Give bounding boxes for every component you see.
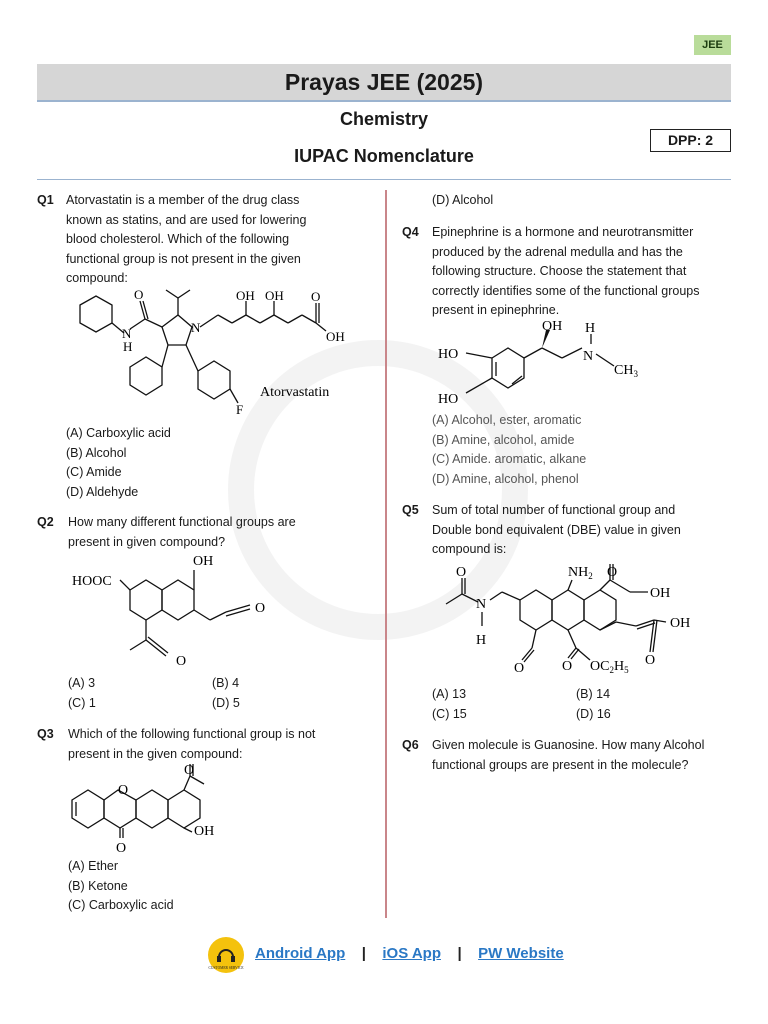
- option-b[interactable]: (B) Alcohol: [66, 445, 127, 460]
- option-c[interactable]: (C) Carboxylic acid: [68, 898, 174, 912]
- ether-o-label: O: [118, 783, 129, 798]
- q6-text: Given molecule is Guanosine. How many Alcohol functional groups are present in the molecule?: [432, 738, 705, 772]
- header-divider: [37, 179, 731, 180]
- option-a[interactable]: (A) Alcohol, ester, aromatic: [432, 413, 582, 427]
- oh-label: OH: [542, 319, 563, 334]
- epinephrine-structure: [436, 318, 656, 410]
- n-label: N: [476, 597, 487, 612]
- h-label: H: [123, 339, 133, 354]
- q5-structure: [440, 560, 710, 682]
- option-b[interactable]: (B) Ketone: [68, 878, 128, 893]
- oh-label: OH: [265, 288, 284, 303]
- option-d[interactable]: (D) Aldehyde: [66, 484, 139, 499]
- n-label: N: [583, 349, 594, 364]
- ch3-label: $CH_3$: [614, 363, 638, 379]
- q3-structure: [66, 762, 266, 856]
- option-c[interactable]: (C) Amide. aromatic, alkane: [432, 452, 587, 466]
- q2-options-right: [212, 674, 240, 713]
- q2-number: Q2: [37, 515, 54, 529]
- footer-separator: |: [361, 945, 366, 962]
- cooh-label: HOOC: [72, 574, 112, 589]
- dpp-badge: DPP: 2: [650, 129, 731, 152]
- option-a[interactable]: (A) 13: [432, 687, 467, 701]
- ketone-o-label: O: [116, 841, 127, 856]
- logo-text: CUSTOMER SERVICE: [208, 966, 244, 970]
- f-label: F: [236, 402, 244, 417]
- oh-label: OH: [193, 554, 214, 569]
- q6-number: Q6: [402, 738, 419, 752]
- oc2h5-label: $OC_2H_5$: [590, 659, 629, 675]
- o-label: O: [645, 653, 656, 668]
- option-c[interactable]: (C) 15: [432, 706, 467, 721]
- o-label: O: [562, 659, 573, 674]
- option-b[interactable]: (B) 4: [212, 676, 240, 690]
- ios-app-link[interactable]: iOS App: [382, 945, 441, 962]
- atorvastatin-structure: [60, 285, 380, 420]
- q1-text: Atorvastatin is a member of the drug class known as statins, and are used for lowering blood cholesterol. Which of the following functional group is not present in the given compound:: [66, 193, 307, 285]
- android-app-link[interactable]: Android App: [255, 945, 346, 962]
- o-label: O: [607, 565, 618, 580]
- nh-label: N: [122, 326, 132, 341]
- o-label: O: [134, 287, 144, 302]
- oh-label: OH: [650, 586, 671, 601]
- n-label: N: [191, 320, 201, 335]
- h-label: H: [476, 633, 487, 648]
- q3-text: Which of the following functional group is not present in the given compound:: [68, 727, 316, 761]
- option-a[interactable]: (A) Carboxylic acid: [66, 426, 171, 440]
- option-c[interactable]: (C) Amide: [66, 465, 122, 479]
- q3-option-d[interactable]: (D) Alcohol: [432, 193, 494, 207]
- option-b[interactable]: (B) 14: [576, 687, 611, 701]
- headset-icon: [208, 937, 244, 973]
- q2-text: How many different functional groups are present in given compound?: [68, 515, 296, 549]
- q1-number: Q1: [37, 193, 54, 207]
- q3-number: Q3: [37, 727, 54, 741]
- o-label: O: [255, 601, 266, 616]
- footer-links: [255, 945, 564, 963]
- ho-label: HO: [438, 392, 459, 407]
- option-b[interactable]: (B) Amine, alcohol, amide: [432, 432, 575, 447]
- o-label: O: [311, 289, 321, 304]
- option-d[interactable]: (D) 16: [576, 706, 611, 721]
- q4-options: [432, 411, 586, 489]
- o-label: O: [456, 565, 467, 580]
- customer-service-logo[interactable]: [208, 937, 244, 973]
- column-divider: [385, 190, 387, 918]
- structure-caption: Atorvastatin: [260, 385, 330, 400]
- acetyl-o-label: O: [184, 763, 195, 778]
- nh2-label: $NH_2$: [568, 565, 593, 581]
- footer-separator: |: [457, 945, 462, 962]
- oh-label: OH: [236, 288, 255, 303]
- q5-options-left: [432, 685, 467, 724]
- q5-options-right: [576, 685, 611, 724]
- q5-number: Q5: [402, 503, 419, 517]
- q1-options: [66, 424, 171, 502]
- q4-number: Q4: [402, 225, 419, 239]
- oh-label: OH: [670, 616, 691, 631]
- ho-label: HO: [438, 347, 459, 362]
- exam-tag: JEE: [694, 35, 731, 55]
- chapter-heading: IUPAC Nomenclature: [294, 146, 474, 166]
- q2-options-left: [68, 674, 96, 713]
- q3-options: [68, 857, 174, 916]
- option-d[interactable]: (D) Amine, alcohol, phenol: [432, 471, 579, 486]
- subject-heading: Chemistry: [339, 109, 429, 129]
- h-label: H: [585, 321, 596, 336]
- pw-website-link[interactable]: PW Website: [478, 945, 564, 962]
- oh-label: OH: [194, 824, 215, 839]
- option-a[interactable]: (A) Ether: [68, 859, 119, 873]
- page-title: Prayas JEE (2025): [37, 64, 731, 102]
- o-label: O: [176, 654, 187, 669]
- o-label: O: [514, 661, 525, 676]
- option-c[interactable]: (C) 1: [68, 695, 96, 710]
- option-d[interactable]: (D) 5: [212, 695, 240, 710]
- option-a[interactable]: (A) 3: [68, 676, 96, 690]
- oh-label: OH: [326, 329, 345, 344]
- q4-text: Epinephrine is a hormone and neurotransmitter produced by the adrenal medulla and has the following structure. Choose the statement that correctly identifies some of the functional groups present in epinephrine.: [432, 225, 700, 317]
- q2-structure: [70, 550, 290, 670]
- q5-text: Sum of total number of functional group and Double bond equivalent (DBE) value in given compound is:: [432, 503, 681, 556]
